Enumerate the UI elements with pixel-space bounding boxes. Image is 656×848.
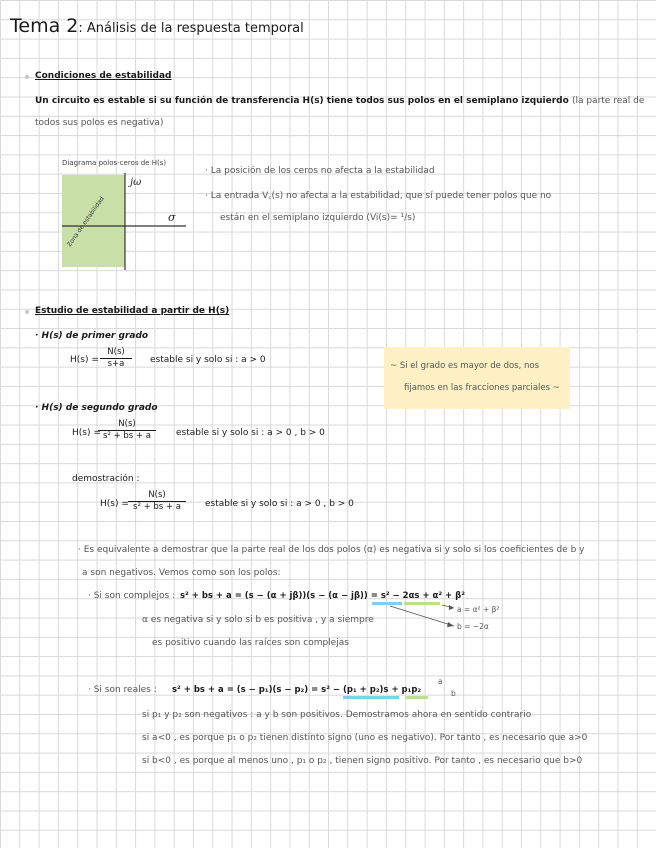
zone-label: Zona de estabilidad xyxy=(65,195,106,249)
complejos-2: es positivo cuando las raíces son complejas xyxy=(152,638,349,648)
demo-den: s² + bs + a xyxy=(133,502,181,512)
arrow-b-value: b = −2α xyxy=(457,622,489,631)
diagram-note-3: están en el semiplano izquierdo (Vi(s)= ¹/s) xyxy=(220,213,416,223)
demo-fraction xyxy=(128,490,186,513)
segundo-cond: estable si y solo si : a > 0 , b > 0 xyxy=(176,428,325,438)
demo-cond: estable si y solo si : a > 0 , b > 0 xyxy=(205,499,354,509)
bullet-dot xyxy=(25,310,29,314)
reales-3: si b<0 , es porque al menos uno , p₁ o p₂ , tienen signo positivo. Por tanto , es necesario que b>0 xyxy=(142,756,583,766)
diagram-title: Diagrama polos-ceros de H(s) xyxy=(62,159,167,167)
complejos-eq: s² + bs + a = (s − (α + jβ))(s − (α − jβ)) = s² − 2αs + α² + β² xyxy=(180,591,465,601)
primer-lhs: H(s) = xyxy=(70,355,99,365)
section-heading-estudio: Estudio de estabilidad a partir de H(s) xyxy=(35,306,230,316)
title-sub: : Análisis de la respuesta temporal xyxy=(78,21,304,36)
highlight-green xyxy=(406,696,428,699)
primer-fraction xyxy=(100,347,132,370)
complejos-1: α es negativa si y solo si b es positiva , y a siempre xyxy=(142,615,374,625)
reales-a: a xyxy=(438,677,443,686)
estabilidad-line1 xyxy=(35,95,644,107)
primer-grado-label: · H(s) de primer grado xyxy=(35,331,149,341)
jw-label: jω xyxy=(130,177,142,188)
highlight-blue xyxy=(343,696,399,699)
demo-label: demostración : xyxy=(72,474,140,484)
proof-intro-1: · Es equivalente a demostrar que la parte real de los dos polos (α) es negativa si y solo si los coeficientes de b y xyxy=(78,545,585,555)
title-main: Tema 2 xyxy=(10,15,79,37)
estabilidad-line1-text: Un circuito es estable si su función de transferencia H(s) tiene todos sus polos en el semiplano izquierdo xyxy=(35,96,569,106)
segundo-den: s² + bs + a xyxy=(103,431,151,441)
demo-num: N(s) xyxy=(128,490,186,502)
primer-den: s+a xyxy=(107,359,125,369)
primer-num: N(s) xyxy=(100,347,132,359)
segundo-grado-label: · H(s) de segundo grado xyxy=(35,403,158,413)
arrow-a-value: a = α² + β² xyxy=(457,605,500,614)
reales-1: si p₁ y p₂ son negativos : a y b son positivos. Demostramos ahora en sentido contrario xyxy=(142,710,532,720)
section-heading-estabilidad: Condiciones de estabilidad xyxy=(35,71,172,81)
highlight-note xyxy=(384,347,570,409)
segundo-fraction xyxy=(98,419,156,442)
reales-eq: s² + bs + a = (s − p₁)(s − p₂) = s² − (p₁ + p₂)s + p₁p₂ xyxy=(172,685,422,695)
complejos-label: · Si son complejos : xyxy=(88,591,176,601)
pole-zero-diagram xyxy=(58,155,190,279)
reales-b: b xyxy=(451,689,456,698)
arrows xyxy=(380,600,460,634)
page-title xyxy=(10,14,304,41)
sigma-label: σ xyxy=(168,211,176,224)
note-line-1: ~ Si el grado es mayor de dos, nos xyxy=(390,361,540,371)
primer-cond: estable si y solo si : a > 0 xyxy=(150,355,266,365)
estabilidad-line1-tail: (la parte real de xyxy=(571,96,645,106)
note-line-2: fijamos en las fracciones parciales ~ xyxy=(404,383,560,393)
segundo-lhs: H(s) = xyxy=(72,428,101,438)
reales-2: si a<0 , es porque p₁ o p₂ tienen distinto signo (uno es negativo). Por tanto , es necesario que a>0 xyxy=(142,733,588,743)
proof-intro-2: a son negativos. Vemos como son los polos: xyxy=(82,568,281,578)
diagram-note-1: · La posición de los ceros no afecta a la estabilidad xyxy=(205,166,435,176)
estabilidad-line2: todos sus polos es negativa) xyxy=(35,118,164,128)
stability-zone xyxy=(62,175,125,267)
diagram-note-2: · La entrada V꜀(s) no afecta a la estabilidad, que sí puede tener polos que no xyxy=(205,191,552,201)
reales-label: · Si son reales : xyxy=(88,685,157,695)
bullet-dot xyxy=(25,75,29,79)
pole-zero-svg xyxy=(58,155,190,275)
demo-lhs: H(s) = xyxy=(100,499,129,509)
segundo-num: N(s) xyxy=(98,419,156,431)
